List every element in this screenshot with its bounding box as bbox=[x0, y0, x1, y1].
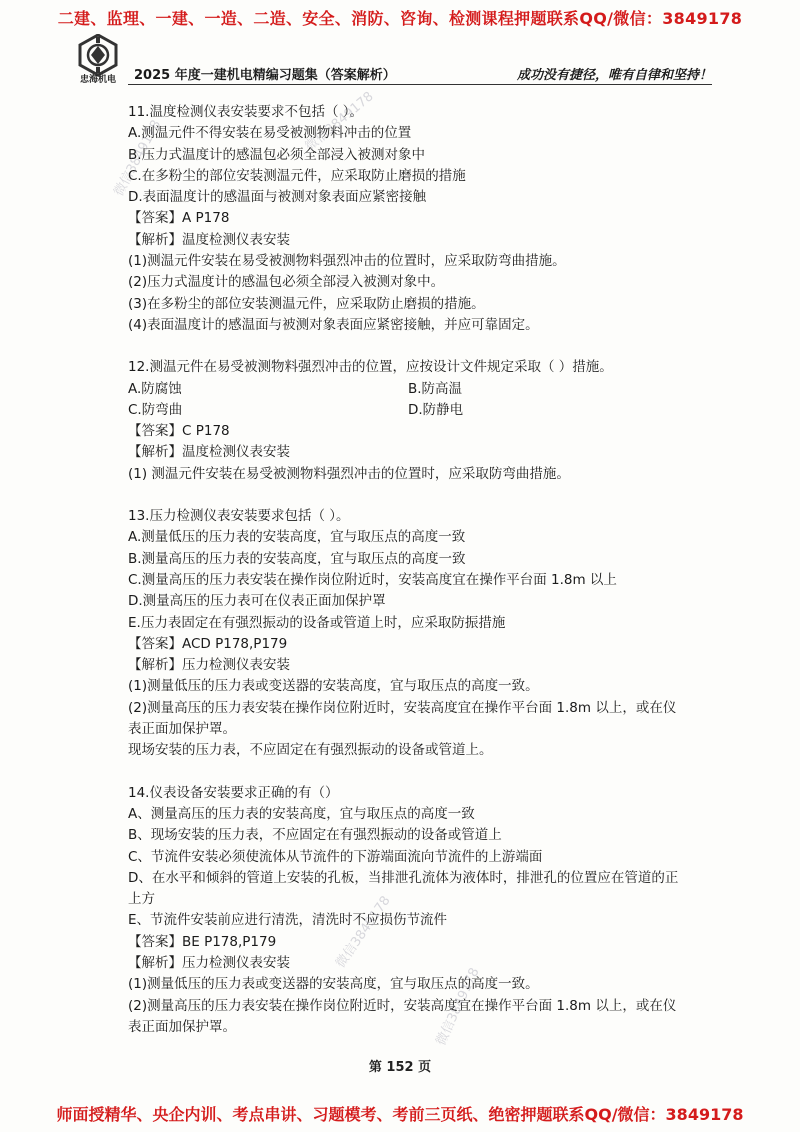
analysis-title: 【解析】压力检测仪表安装 bbox=[128, 657, 290, 674]
option-row bbox=[128, 400, 688, 421]
analysis-title: 【解析】压力检测仪表安装 bbox=[128, 954, 290, 971]
question-12 bbox=[128, 357, 688, 485]
option-d: D.防静电 bbox=[408, 401, 464, 418]
option-d: D.测量高压的压力表可在仪表正面加保护罩 bbox=[128, 593, 386, 610]
question-11 bbox=[128, 102, 688, 336]
analysis-line: (1)测温元件安装在易受被测物料强烈冲击的位置时，应采取防弯曲措施。 bbox=[128, 253, 566, 270]
question-13 bbox=[128, 506, 688, 762]
watermark: 微信3849178 bbox=[433, 965, 483, 1049]
option-c: C.在多粉尘的部位安装测温元件，应采取防止磨损的措施 bbox=[128, 167, 466, 184]
option-b: B.测量高压的压力表的安装高度，宜与取压点的高度一致 bbox=[128, 550, 466, 567]
option-c: C、节流件安装必须使流体从节流件的下游端面流向节流件的上游端面 bbox=[128, 848, 543, 865]
analysis-line: (2)压力式温度计的感温包必须全部浸入被测对象中。 bbox=[128, 274, 445, 291]
option-d: D、在水平和倾斜的管道上安装的孔板，当排泄孔流体为液体时，排泄孔的位置应在管道的正上方 bbox=[128, 869, 679, 908]
analysis-line: 现场安装的压力表，不应固定在有强烈振动的设备或管道上。 bbox=[128, 742, 493, 759]
top-banner: 二建、监理、一建、一造、二造、安全、消防、咨询、检测课程押题联系QQ/微信：3849178 bbox=[57, 9, 743, 28]
analysis-line: (2)测量高压的压力表安装在操作岗位附近时，安装高度宜在操作平台面 1.8m 以上，或在仪表正面加保护罩。 bbox=[128, 997, 677, 1035]
option-e: E.压力表固定在有强烈振动的设备或管道上时，应采取防振措施 bbox=[128, 614, 506, 631]
answer: 【答案】ACD P178,P179 bbox=[128, 635, 288, 652]
header-title: 2025 年度一建机电精编习题集（答案解析） bbox=[134, 68, 396, 83]
analysis-line: (1)测量低压的压力表或变送器的安装高度，宜与取压点的高度一致。 bbox=[128, 678, 539, 695]
option-e: E、节流件安装前应进行清洗，清洗时不应损伤节流件 bbox=[128, 912, 448, 929]
bottom-banner: 师面授精华、央企内训、考点串讲、习题模考、考前三页纸、绝密押题联系QQ/微信：3849178 bbox=[56, 1105, 744, 1124]
option-a: A、测量高压的压力表的安装高度，宜与取压点的高度一致 bbox=[128, 805, 475, 822]
option-b: B.防高温 bbox=[408, 380, 463, 397]
watermark: 微信3849178 bbox=[111, 117, 165, 199]
option-d: D.表面温度计的感温面与被测对象表面应紧密接触 bbox=[128, 189, 427, 206]
page-number: 第 152 页 bbox=[368, 1060, 432, 1075]
analysis-line: (3)在多粉尘的部位安装测温元件，应采取防止磨损的措施。 bbox=[128, 295, 485, 312]
logo-text: 忠海机电 bbox=[79, 75, 116, 85]
analysis-line: (4)表面温度计的感温面与被测对象表面应紧密接触，并应可靠固定。 bbox=[128, 316, 539, 333]
question-stem: 14.仪表设备安装要求正确的有（） bbox=[128, 784, 339, 801]
question-list bbox=[128, 102, 688, 1059]
watermark: 微信3849178 bbox=[333, 893, 394, 971]
analysis-line: (2)测量高压的压力表安装在操作岗位附近时，安装高度宜在操作平台面 1.8m 以上，或在仪表正面加保护罩。 bbox=[128, 699, 677, 738]
analysis-title: 【解析】温度检测仪表安装 bbox=[128, 444, 290, 461]
option-a: A.测温元件不得安装在易受被测物料冲击的位置 bbox=[128, 125, 412, 142]
option-b: B.压力式温度计的感温包必须全部浸入被测对象中 bbox=[128, 146, 426, 163]
question-stem: 11.温度检测仪表安装要求不包括（ ）。 bbox=[128, 104, 364, 120]
question-stem: 12.测温元件在易受被测物料强烈冲击的位置，应按设计文件规定采取（ ）措施。 bbox=[128, 359, 613, 376]
watermark: 微信3849178 bbox=[302, 89, 377, 155]
option-a: A.测量低压的压力表的安装高度，宜与取压点的高度一致 bbox=[128, 529, 466, 546]
answer: 【答案】A P178 bbox=[128, 210, 230, 227]
answer: 【答案】C P178 bbox=[128, 423, 230, 440]
answer: 【答案】BE P178,P179 bbox=[128, 933, 277, 950]
analysis-line: (1)测量低压的压力表或变送器的安装高度，宜与取压点的高度一致。 bbox=[128, 976, 539, 993]
option-a: A.防腐蚀 bbox=[128, 380, 182, 397]
header-rule bbox=[128, 84, 712, 85]
option-c: C.防弯曲 bbox=[128, 401, 183, 418]
analysis-line: (1) 测温元件安装在易受被测物料强烈冲击的位置时，应采取防弯曲措施。 bbox=[128, 465, 570, 482]
analysis-title: 【解析】温度检测仪表安装 bbox=[128, 231, 290, 248]
header-slogan: 成功没有捷径，唯有自律和坚持！ bbox=[516, 68, 712, 83]
option-row bbox=[128, 379, 688, 400]
option-c: C.测量高压的压力表安装在操作岗位附近时，安装高度宜在操作平台面 1.8m 以上 bbox=[128, 571, 617, 588]
page-header bbox=[76, 34, 712, 86]
option-b: B、现场安装的压力表，不应固定在有强烈振动的设备或管道上 bbox=[128, 827, 502, 844]
question-stem: 13.压力检测仪表安装要求包括（ ）。 bbox=[128, 508, 350, 525]
question-14 bbox=[128, 783, 688, 1039]
